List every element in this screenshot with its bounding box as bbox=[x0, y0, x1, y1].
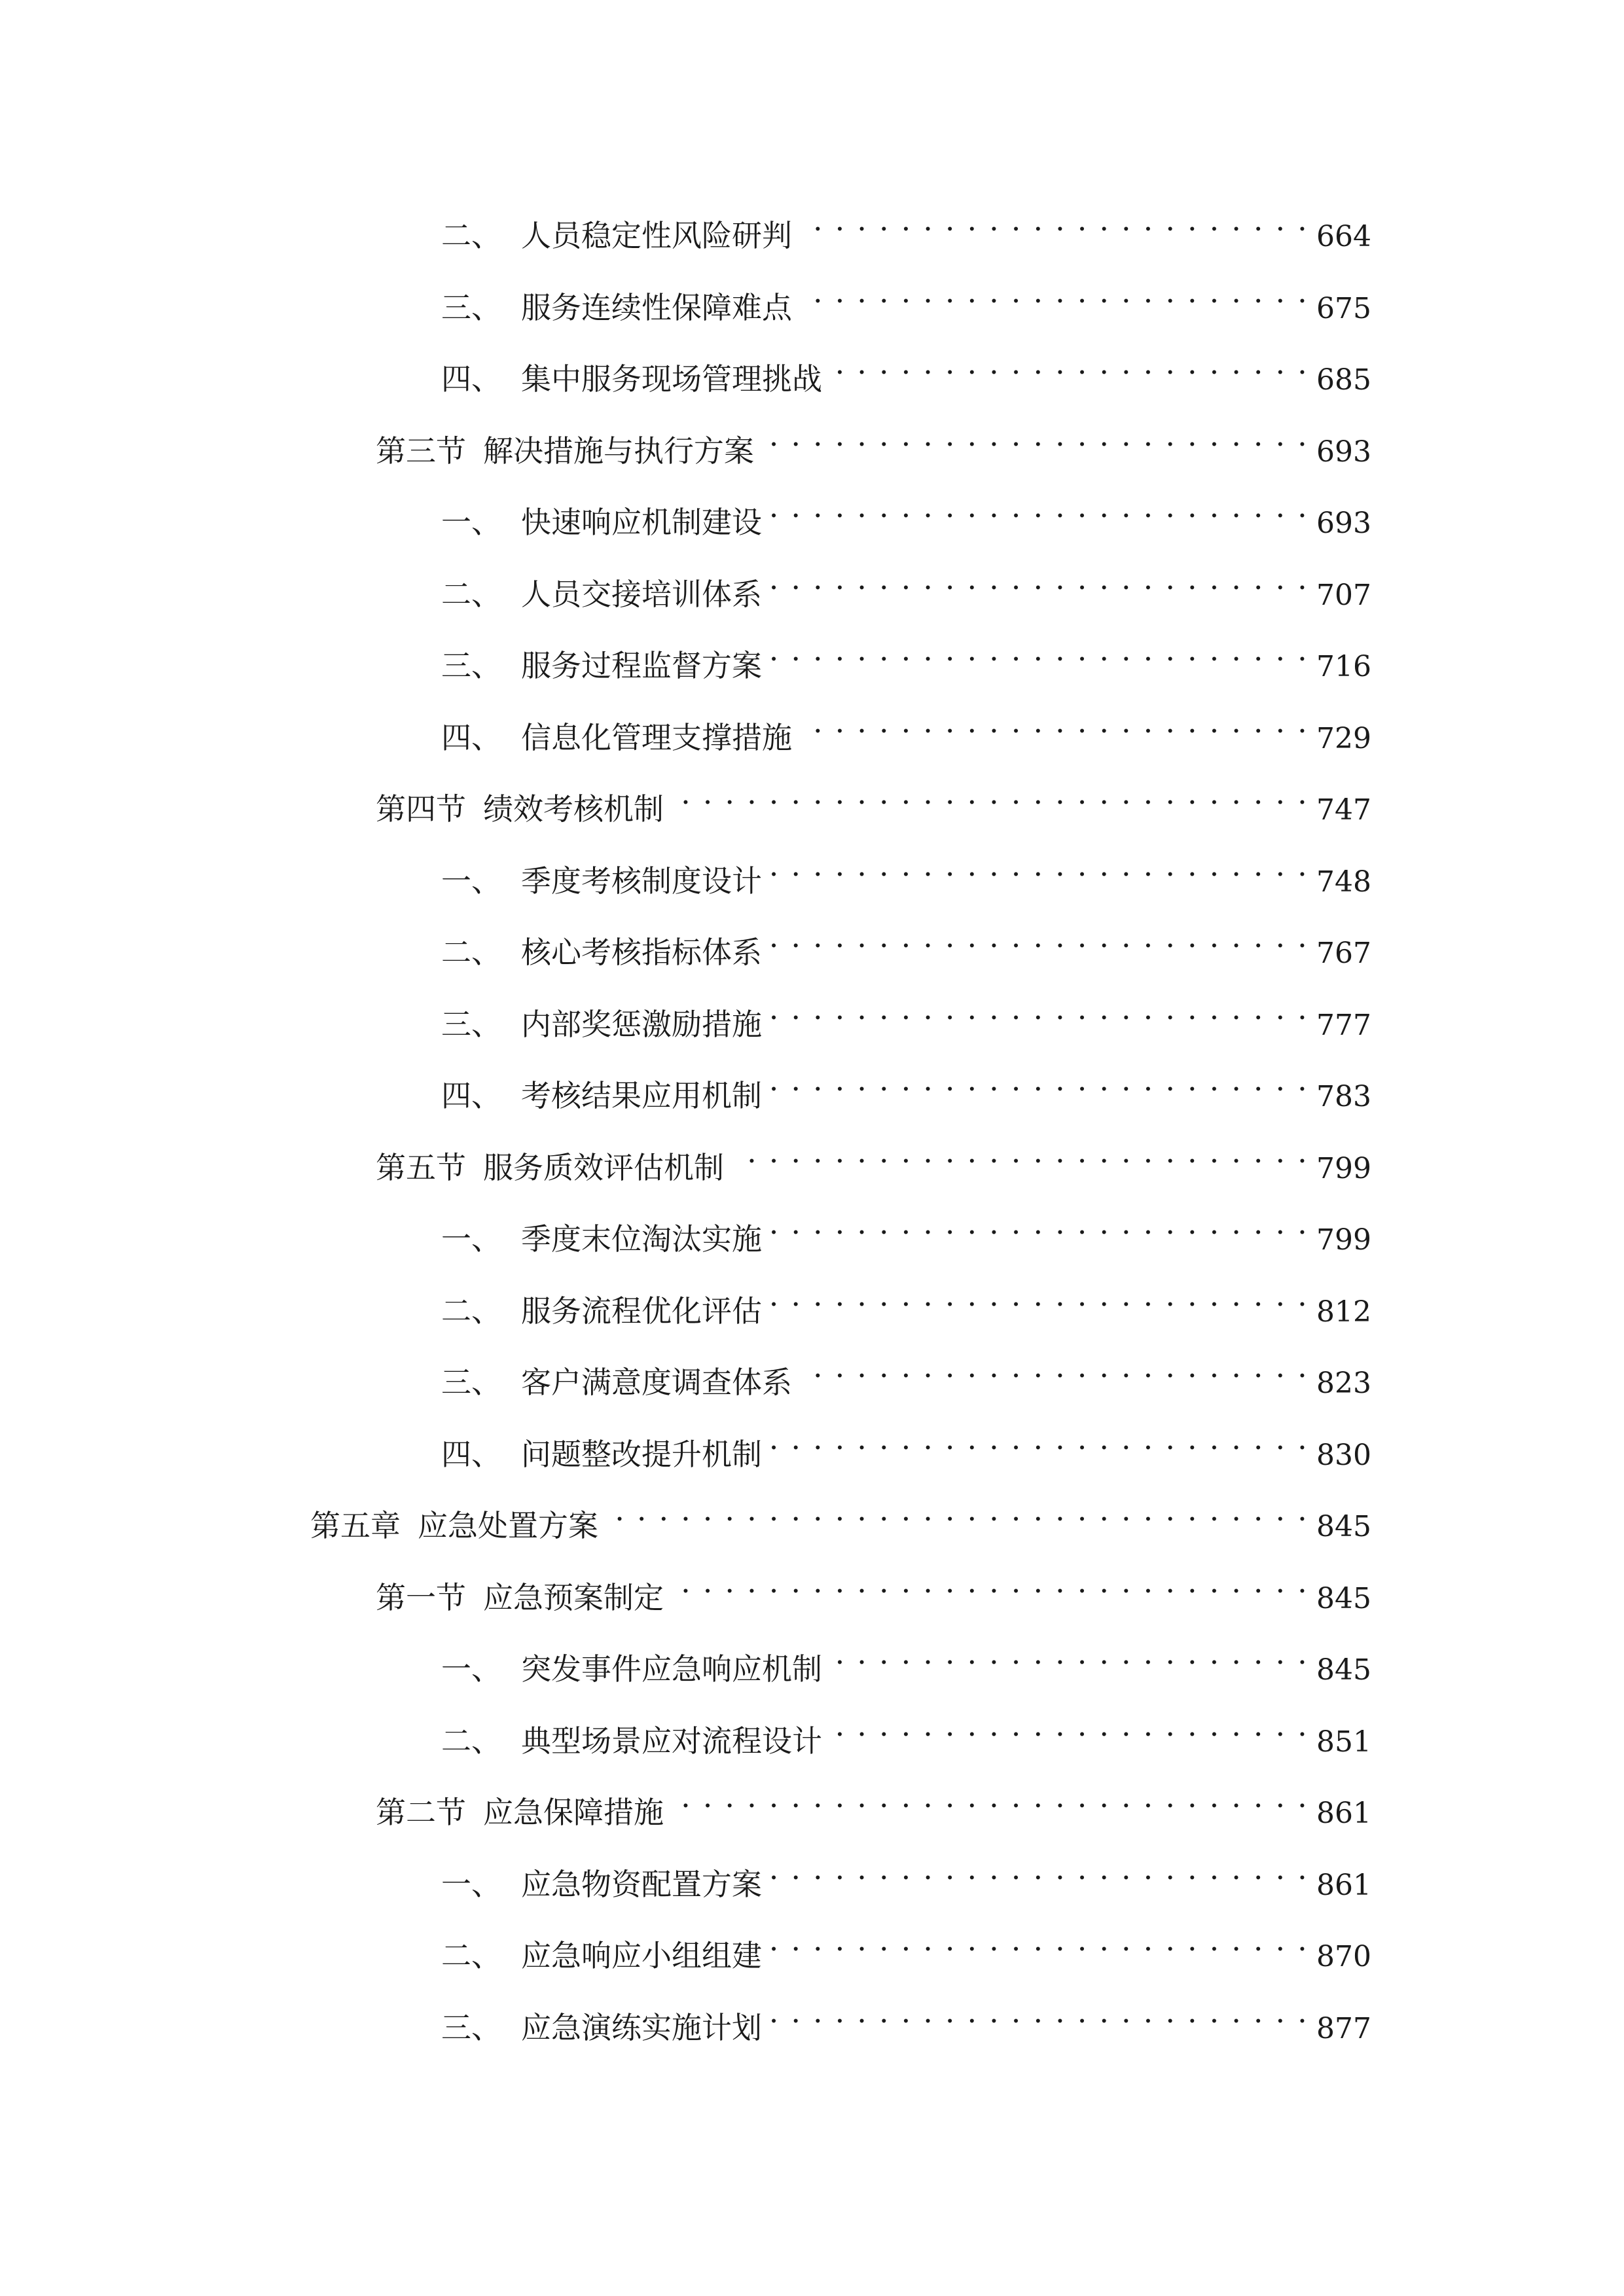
toc-entry-title: 应急响应小组组建 bbox=[521, 1938, 762, 1973]
toc-entry-page-number: 861 bbox=[1316, 1868, 1371, 1902]
toc-entry-number: 第三节 bbox=[376, 433, 466, 469]
toc-entry-page-number: 830 bbox=[1316, 1438, 1371, 1472]
toc-entry[interactable] bbox=[441, 1627, 1371, 1687]
toc-entry-page-number: 777 bbox=[1316, 1008, 1371, 1042]
toc-entry-number: 一、 bbox=[441, 863, 501, 899]
toc-entry-number: 四、 bbox=[441, 361, 501, 397]
toc-dot-leader bbox=[800, 696, 1308, 748]
toc-entry[interactable] bbox=[441, 624, 1371, 683]
toc-entry-number: 一、 bbox=[441, 1221, 501, 1257]
toc-entry-number: 二、 bbox=[441, 218, 501, 253]
toc-entry-title: 快速响应机制建设 bbox=[521, 505, 762, 540]
toc-dot-leader bbox=[770, 1197, 1308, 1249]
toc-entry-number: 第二节 bbox=[376, 1795, 466, 1830]
toc-entry-page-number: 799 bbox=[1316, 1223, 1371, 1257]
toc-entry-title: 突发事件应急响应机制 bbox=[521, 1651, 822, 1687]
toc-entry-page-number: 845 bbox=[1316, 1653, 1371, 1687]
toc-entry-page-number: 783 bbox=[1316, 1080, 1371, 1113]
toc-dot-leader bbox=[770, 480, 1308, 533]
toc-entry-number: 一、 bbox=[441, 505, 501, 540]
toc-entry-number: 二、 bbox=[441, 1723, 501, 1759]
toc-entry[interactable] bbox=[441, 696, 1371, 755]
toc-entry-number: 一、 bbox=[441, 1651, 501, 1687]
toc-entry-title: 解决措施与执行方案 bbox=[483, 433, 754, 469]
toc-entry-title: 应急保障措施 bbox=[483, 1795, 664, 1830]
toc-entry-title: 问题整改提升机制 bbox=[521, 1436, 762, 1472]
toc-dot-leader bbox=[770, 624, 1308, 676]
toc-entry-number: 三、 bbox=[441, 1006, 501, 1042]
toc-entry[interactable] bbox=[441, 1986, 1371, 2045]
toc-entry[interactable] bbox=[441, 1412, 1371, 1472]
toc-entry-page-number: 675 bbox=[1316, 291, 1371, 325]
toc-dot-leader bbox=[770, 1986, 1308, 2038]
toc-entry-title: 应急物资配置方案 bbox=[521, 1866, 762, 1902]
toc-entry[interactable] bbox=[310, 1484, 1371, 1543]
toc-entry[interactable] bbox=[441, 1842, 1371, 1902]
toc-dot-leader bbox=[800, 266, 1308, 318]
toc-entry-number: 第五节 bbox=[376, 1149, 466, 1185]
toc-entry-number: 二、 bbox=[441, 576, 501, 612]
toc-entry-title: 核心考核指标体系 bbox=[521, 935, 762, 970]
toc-entry-number: 二、 bbox=[441, 1293, 501, 1329]
toc-dot-leader bbox=[830, 337, 1308, 389]
toc-entry[interactable] bbox=[441, 194, 1371, 253]
toc-entry[interactable] bbox=[376, 1126, 1371, 1185]
toc-entry-number: 第五章 bbox=[310, 1508, 401, 1543]
toc-entry[interactable] bbox=[441, 982, 1371, 1042]
toc-entry-title: 内部奖惩激励措施 bbox=[521, 1006, 762, 1042]
toc-entry[interactable] bbox=[441, 1054, 1371, 1113]
toc-entry-page-number: 877 bbox=[1316, 2011, 1371, 2045]
toc-entry-page-number: 707 bbox=[1316, 578, 1371, 612]
toc-entry-number: 四、 bbox=[441, 719, 501, 755]
toc-entry[interactable] bbox=[376, 767, 1371, 827]
toc-entry-page-number: 845 bbox=[1316, 1581, 1371, 1615]
toc-entry-page-number: 685 bbox=[1316, 363, 1371, 397]
toc-entry-title: 人员稳定性风险研判 bbox=[521, 218, 792, 253]
toc-entry-title: 信息化管理支撑措施 bbox=[521, 719, 792, 755]
toc-entry-number: 四、 bbox=[441, 1078, 501, 1113]
toc-dot-leader bbox=[762, 409, 1308, 461]
toc-dot-leader bbox=[770, 1914, 1308, 1966]
toc-dot-leader bbox=[770, 839, 1308, 891]
toc-entry-title: 客户满意度调查体系 bbox=[521, 1365, 792, 1400]
toc-dot-leader bbox=[770, 982, 1308, 1035]
toc-entry-page-number: 716 bbox=[1316, 650, 1371, 683]
toc-entry-title: 集中服务现场管理挑战 bbox=[521, 361, 822, 397]
toc-dot-leader bbox=[672, 767, 1308, 819]
toc-entry-number: 第一节 bbox=[376, 1579, 466, 1615]
toc-entry-title: 应急演练实施计划 bbox=[521, 2009, 762, 2045]
toc-entry[interactable] bbox=[441, 1699, 1371, 1759]
toc-dot-leader bbox=[770, 552, 1308, 605]
toc-entry[interactable] bbox=[441, 480, 1371, 540]
toc-entry[interactable] bbox=[441, 1914, 1371, 1973]
toc-entry[interactable] bbox=[376, 409, 1371, 469]
toc-dot-leader bbox=[770, 1842, 1308, 1895]
toc-entry-page-number: 747 bbox=[1316, 793, 1371, 827]
toc-entry-title: 服务质效评估机制 bbox=[483, 1149, 724, 1185]
toc-dot-leader bbox=[830, 1699, 1308, 1751]
toc-entry-title: 服务流程优化评估 bbox=[521, 1293, 762, 1329]
toc-dot-leader bbox=[830, 1627, 1308, 1679]
toc-entry-number: 四、 bbox=[441, 1436, 501, 1472]
toc-entry-number: 二、 bbox=[441, 935, 501, 970]
toc-entry-title: 绩效考核机制 bbox=[483, 791, 664, 827]
toc-dot-leader bbox=[732, 1126, 1308, 1178]
toc-entry[interactable] bbox=[441, 337, 1371, 397]
toc-entry-page-number: 823 bbox=[1316, 1367, 1371, 1400]
toc-entry-title: 应急处置方案 bbox=[418, 1508, 598, 1543]
toc-entry[interactable] bbox=[441, 910, 1371, 970]
toc-dot-leader bbox=[800, 1340, 1308, 1393]
toc-entry[interactable] bbox=[441, 1340, 1371, 1400]
toc-entry-number: 二、 bbox=[441, 1938, 501, 1973]
toc-entry-number: 三、 bbox=[441, 289, 501, 325]
toc-entry-page-number: 664 bbox=[1316, 220, 1371, 253]
toc-entry[interactable] bbox=[376, 1770, 1371, 1830]
toc-dot-leader bbox=[606, 1484, 1308, 1536]
toc-dot-leader bbox=[770, 1269, 1308, 1321]
toc-entry-page-number: 851 bbox=[1316, 1725, 1371, 1759]
toc-dot-leader bbox=[770, 1412, 1308, 1465]
toc-entry-page-number: 799 bbox=[1316, 1151, 1371, 1185]
toc-entry-page-number: 693 bbox=[1316, 507, 1371, 540]
toc-entry[interactable] bbox=[441, 1269, 1371, 1329]
toc-entry-number: 三、 bbox=[441, 2009, 501, 2045]
toc-entry-page-number: 845 bbox=[1316, 1510, 1371, 1543]
toc-entry[interactable] bbox=[376, 1556, 1371, 1615]
toc-entry-page-number: 861 bbox=[1316, 1797, 1371, 1830]
toc-entry-title: 季度末位淘汰实施 bbox=[521, 1221, 762, 1257]
toc-entry-page-number: 767 bbox=[1316, 937, 1371, 970]
toc-entry-title: 服务过程监督方案 bbox=[521, 648, 762, 683]
toc-dot-leader bbox=[672, 1770, 1308, 1823]
toc-entry-title: 考核结果应用机制 bbox=[521, 1078, 762, 1113]
toc-entry[interactable] bbox=[441, 552, 1371, 612]
toc-dot-leader bbox=[800, 194, 1308, 246]
toc-dot-leader bbox=[770, 1054, 1308, 1106]
toc-entry-page-number: 693 bbox=[1316, 435, 1371, 469]
toc-entry[interactable] bbox=[441, 266, 1371, 325]
toc-entry[interactable] bbox=[441, 839, 1371, 899]
toc-entry-page-number: 729 bbox=[1316, 721, 1371, 755]
toc-dot-leader bbox=[672, 1556, 1308, 1608]
toc-dot-leader bbox=[770, 910, 1308, 963]
toc-entry-title: 典型场景应对流程设计 bbox=[521, 1723, 822, 1759]
toc-entry-page-number: 812 bbox=[1316, 1295, 1371, 1329]
toc-entry-title: 人员交接培训体系 bbox=[521, 576, 762, 612]
toc-entry-page-number: 870 bbox=[1316, 1940, 1371, 1973]
toc-entry-number: 第四节 bbox=[376, 791, 466, 827]
toc-entry-title: 季度考核制度设计 bbox=[521, 863, 762, 899]
toc-entry-number: 一、 bbox=[441, 1866, 501, 1902]
toc-entry-title: 应急预案制定 bbox=[483, 1579, 664, 1615]
toc-entry-number: 三、 bbox=[441, 1365, 501, 1400]
toc-entry-page-number: 748 bbox=[1316, 865, 1371, 899]
toc-entry-title: 服务连续性保障难点 bbox=[521, 289, 792, 325]
toc-entry[interactable] bbox=[441, 1197, 1371, 1257]
toc-entry-number: 三、 bbox=[441, 648, 501, 683]
